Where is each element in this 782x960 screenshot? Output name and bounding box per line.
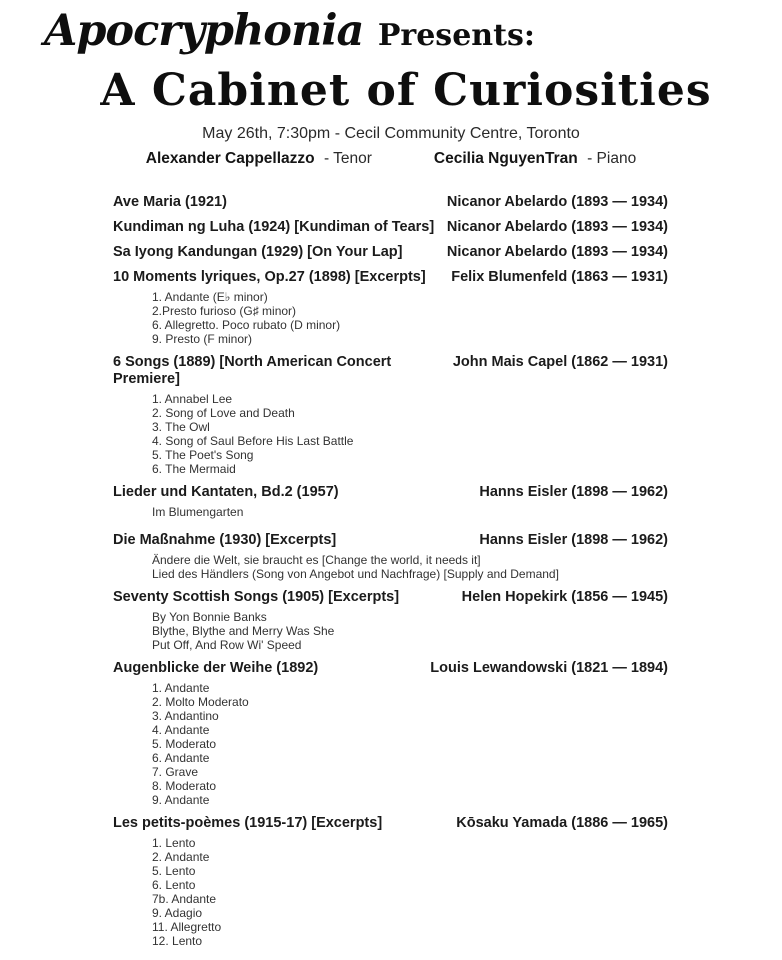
performer-tenor	[146, 150, 372, 168]
movement-item: 4. Andante	[152, 723, 210, 737]
movement-item: 7. Grave	[152, 765, 199, 779]
piece-title: Sa Iyong Kandungan (1929) [On Your Lap]	[113, 244, 403, 260]
movement-item: 2. Andante	[152, 850, 210, 864]
movement-item: 1. Annabel Lee	[152, 392, 233, 406]
piece-title: Die Maßnahme (1930) [Excerpts]	[113, 532, 337, 548]
movement-item: 9. Adagio	[152, 906, 203, 920]
piece-title: Les petits-poèmes (1915-17) [Excerpts]	[113, 815, 383, 831]
movement-list	[152, 836, 668, 948]
piece-title: Seventy Scottish Songs (1905) [Excerpts]	[113, 589, 400, 605]
movement-item: 6. The Mermaid	[152, 462, 236, 476]
movement-item: Im Blumengarten	[152, 505, 244, 519]
entry-row	[113, 219, 668, 236]
program-entry	[113, 484, 668, 519]
movement-item: 4. Song of Saul Before His Last Battle	[152, 434, 354, 448]
program-list	[113, 194, 668, 948]
composer-name: Nicanor Abelardo (1893 — 1934)	[446, 244, 668, 260]
composer-name: Hanns Eisler (1898 — 1962)	[479, 532, 668, 548]
movement-item: 6. Andante	[152, 751, 210, 765]
header	[0, 0, 782, 168]
movement-item: 6. Allegretto. Poco rubato (D minor)	[152, 318, 341, 332]
presents-label: Presents:	[377, 18, 535, 53]
composer-name: Louis Lewandowski (1821 — 1894)	[430, 660, 668, 676]
entry-row	[113, 194, 668, 211]
movement-item: 2. Song of Love and Death	[152, 406, 295, 420]
entry-row	[113, 815, 668, 832]
performer-name: Alexander Cappellazzo	[145, 150, 315, 167]
program-entry	[113, 354, 668, 476]
movement-list	[152, 505, 668, 519]
piece-title: Ave Maria (1921)	[113, 194, 227, 210]
composer-name: Hanns Eisler (1898 — 1962)	[479, 484, 668, 500]
movement-item: By Yon Bonnie Banks	[152, 610, 267, 624]
entry-row	[113, 244, 668, 261]
composer-name: Helen Hopekirk (1856 — 1945)	[461, 589, 668, 605]
presents-line	[0, 8, 782, 64]
composer-name: Felix Blumenfeld (1863 — 1931)	[451, 269, 668, 285]
performer-piano	[434, 150, 636, 168]
composer-name: Nicanor Abelardo (1893 — 1934)	[446, 194, 668, 210]
entry-row	[113, 269, 668, 286]
program-entry	[113, 244, 668, 261]
movement-item: Ändere die Welt, sie braucht es [Change the world, it needs it]	[152, 553, 481, 567]
movement-item: 1. Andante (E♭ minor)	[152, 290, 268, 304]
movement-item: 3. Andantino	[152, 709, 219, 723]
movement-item: Lied des Händlers (Song von Angebot und Nachfrage) [Supply and Demand]	[152, 567, 559, 581]
movement-item: 5. Lento	[152, 864, 196, 878]
movement-item: 3. The Owl	[152, 420, 210, 434]
movement-item: Blythe, Blythe and Merry Was She	[152, 624, 335, 638]
movement-item: 12. Lento	[152, 934, 203, 948]
movement-item: 1. Andante	[152, 681, 210, 695]
program-entry	[113, 219, 668, 236]
composer-name: Nicanor Abelardo (1893 — 1934)	[446, 219, 668, 235]
movement-item: 8. Moderato	[152, 779, 217, 793]
performer-role: - Piano	[587, 150, 637, 167]
movement-item: 7b. Andante	[152, 892, 217, 906]
piece-title: Lieder und Kantaten, Bd.2 (1957)	[113, 484, 339, 500]
entry-row	[113, 354, 668, 388]
performer-name: Cecilia NguyenTran	[433, 150, 578, 167]
performer-role: - Tenor	[323, 150, 372, 167]
brand-name: Apocryphonia	[44, 6, 364, 56]
movement-item: 5. The Poet's Song	[152, 448, 254, 462]
program-entry	[113, 660, 668, 807]
piece-title: 10 Moments lyriques, Op.27 (1898) [Excerpts]	[113, 269, 426, 285]
entry-row	[113, 660, 668, 677]
entry-row	[113, 484, 668, 501]
entry-row	[113, 532, 668, 549]
performers	[0, 150, 782, 168]
movement-list	[152, 392, 668, 476]
movement-item: 5. Moderato	[152, 737, 217, 751]
program-entry	[113, 815, 668, 948]
movement-item: 9. Andante	[152, 793, 210, 807]
movement-item: 2. Molto Moderato	[152, 695, 249, 709]
program-entry	[113, 532, 668, 581]
program-entry	[113, 589, 668, 652]
composer-name: Kōsaku Yamada (1886 — 1965)	[456, 815, 668, 831]
movement-list	[152, 290, 668, 346]
movement-list	[152, 610, 668, 652]
movement-item: 9. Presto (F minor)	[152, 332, 253, 346]
event-title: A Cabinet of Curiosities	[100, 65, 712, 116]
composer-name: John Mais Capel (1862 — 1931)	[452, 354, 668, 370]
movement-list	[152, 553, 668, 581]
piece-title: Augenblicke der Weihe (1892)	[113, 660, 319, 676]
movement-item: 2.Presto furioso (G♯ minor)	[152, 304, 297, 318]
movement-item: 6. Lento	[152, 878, 196, 892]
piece-title: Kundiman ng Luha (1924) [Kundiman of Tears]	[113, 219, 435, 235]
entry-row	[113, 589, 668, 606]
movement-item: 1. Lento	[152, 836, 196, 850]
program-entry	[113, 269, 668, 346]
piece-title: 6 Songs (1889) [North American Concert Premiere]	[113, 354, 392, 387]
movement-item: Put Off, And Row Wi' Speed	[152, 638, 302, 652]
event-info: May 26th, 7:30pm - Cecil Community Centre, Toronto	[202, 125, 580, 142]
program-entry	[113, 194, 668, 211]
movement-item: 11. Allegretto	[152, 920, 222, 934]
movement-list	[152, 681, 668, 807]
